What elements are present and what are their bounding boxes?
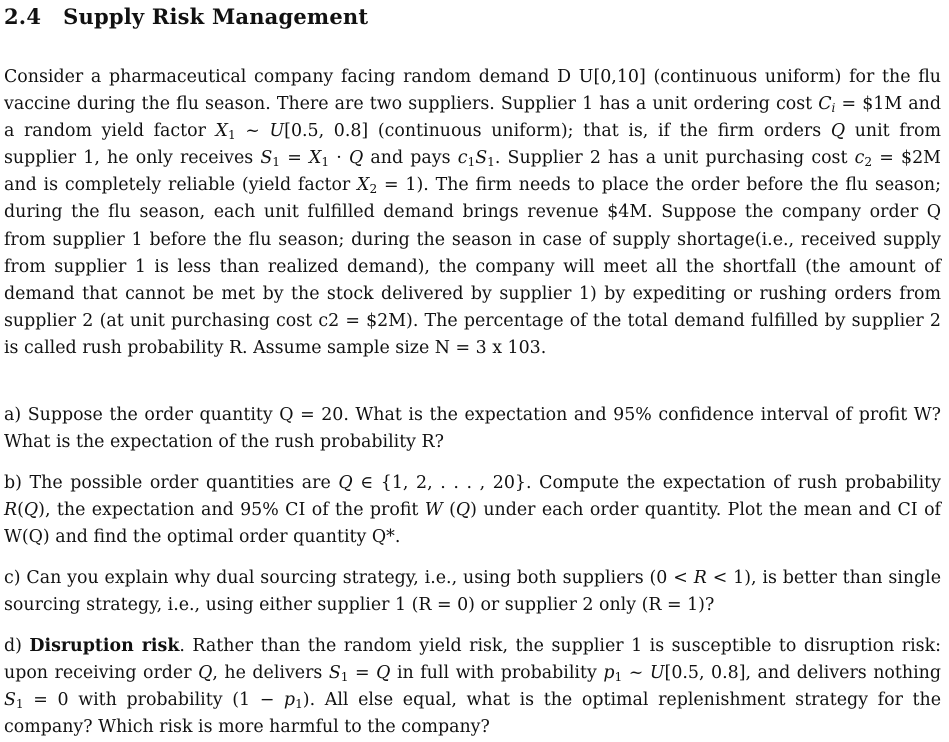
question-c-text: < 1), is better than single sourcing strategy, i.e., using either supplier 1 (R = 0) or supplier 2 only (R = 1)?: [4, 568, 941, 616]
math-sub: 2: [864, 155, 873, 170]
math-var: Q: [198, 663, 213, 684]
math-var: p: [283, 690, 296, 711]
question-a-text: a) Suppose the order quantity Q = 20. What is the expectation and 95% confidence interval of profit W? What is the expectation of the rush probability R?: [4, 405, 941, 453]
intro-text: Consider a pharmaceutical company facing random demand D U[0,10] (continuous uniform) for the flu vaccine during the flu season. There are two suppliers. Supplier 1 has a unit ordering cost: [4, 67, 941, 115]
intro-text: unit from supplier 1, he only receives: [4, 121, 941, 169]
intro-paragraph: [4, 64, 941, 362]
question-b-text: ) under each order quantity. Plot the mean and CI of W(Q) and find the optimal order quantity Q*.: [4, 500, 941, 548]
question-b-text: (: [442, 500, 456, 521]
math-sub: 1: [487, 155, 495, 170]
question-b: [4, 470, 941, 551]
intro-text: [0.5, 0.8] (continuous uniform); that is, if the firm orders: [284, 121, 831, 142]
section-number: 2.4: [4, 4, 42, 29]
math-sub: 1: [467, 155, 476, 170]
math-var: c: [457, 148, 468, 169]
math-sub: 1: [15, 697, 24, 712]
math-var: Q: [338, 473, 353, 493]
math-sub: 1: [340, 670, 349, 685]
math-sub: 1: [272, 155, 281, 170]
math-var: Q: [455, 500, 471, 521]
math-sub: 1: [614, 670, 623, 685]
section-heading: [4, 4, 368, 29]
math-var: W: [424, 500, 443, 521]
question-c-text: c) Can you explain why dual sourcing strategy, i.e., using both suppliers (0 <: [4, 568, 694, 588]
question-a: [4, 402, 941, 456]
math-sub: 1: [227, 128, 236, 143]
math-var: S: [260, 148, 273, 169]
math-sub: 1: [321, 155, 330, 170]
math-var: Q: [376, 663, 391, 684]
math-sub: 2: [369, 182, 378, 197]
question-b-text: (: [17, 500, 24, 521]
math-var: R: [4, 500, 18, 521]
question-b-text: ∈ {1, 2, . . . , 20}. Compute the expectation of rush probability: [352, 473, 941, 493]
intro-text: . Supplier 2 has a unit purchasing cost: [494, 148, 855, 169]
math-var: X: [215, 121, 228, 142]
question-d: [4, 633, 941, 741]
question-c: [4, 565, 941, 619]
intro-text: and pays: [363, 148, 458, 169]
math-var: S: [475, 148, 488, 169]
intro-text: =: [280, 148, 309, 169]
question-d-text: , he delivers: [212, 663, 329, 684]
math-var: p: [603, 663, 615, 684]
question-d-text: [0.5, 0.8], and delivers nothing: [664, 663, 941, 684]
intro-text: ~: [235, 121, 270, 142]
math-var: S: [4, 690, 16, 711]
math-var: Q: [830, 121, 846, 142]
math-var: C: [818, 94, 832, 115]
question-d-text: in full with probability: [390, 663, 604, 684]
math-var: X: [308, 148, 322, 169]
disruption-risk-label: Disruption risk: [29, 636, 180, 656]
question-b-text: b) The possible order quantities are: [4, 473, 339, 493]
question-b-text: ), the expectation and 95% CI of the profit: [38, 500, 425, 521]
section-title: Supply Risk Management: [63, 4, 369, 29]
intro-text: ·: [329, 148, 349, 169]
intro-text: = $2M and is completely reliable (yield factor: [4, 148, 941, 196]
question-d-text: d): [4, 636, 30, 656]
question-d-text: = 0 with probability (1 −: [23, 690, 284, 711]
math-var: S: [328, 663, 341, 684]
question-d-text: ). All else equal, what is the optimal replenishment strategy for the company? Which risk is more harmful to the company?: [4, 690, 942, 738]
math-sub: i: [831, 101, 836, 116]
question-d-text: . Rather than the random yield risk, the supplier 1 is susceptible to disruption risk: upon receiving order: [4, 636, 941, 684]
math-var: X: [357, 175, 370, 196]
math-var: c: [854, 148, 865, 169]
math-var: U: [269, 121, 285, 142]
question-d-text: ~: [622, 663, 650, 684]
intro-text: = 1). The firm needs to place the order before the flu season; during the flu season, each unit fulfilled demand brings revenue $4M. Suppose the company order Q from supplier 1 before the flu season; during the season in case of supply shortage(i.e., received supply from supplier 1 is less than realized demand), the company will meet all the shortfall (the amount of demand that cannot be met by the stock delivered by supplier 1) by expediting or rushing orders from supplier 2 (at unit purchasing cost c2 = $2M). The percentage of the total demand fulfilled by supplier 2 is called rush probability R. Assume sample size N = 3 x 103.: [4, 175, 941, 358]
math-var: Q: [23, 500, 39, 521]
question-d-text: =: [348, 663, 377, 684]
math-var: Q: [348, 148, 364, 169]
math-sub: 1: [295, 697, 303, 712]
math-var: U: [649, 663, 665, 684]
intro-text: = $1M and a random yield factor: [4, 94, 941, 142]
math-var: R: [693, 568, 707, 588]
